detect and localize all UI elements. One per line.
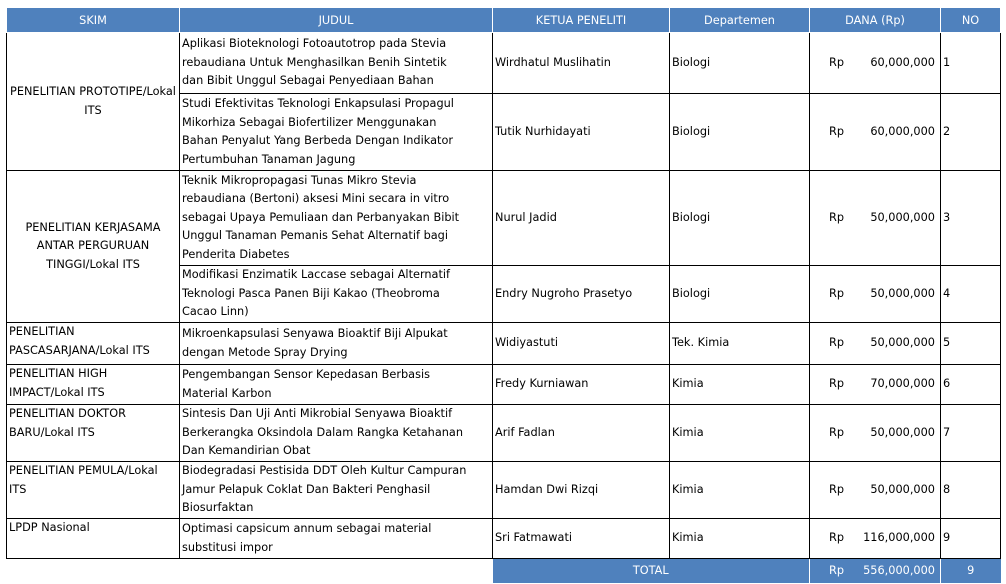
- rp-label: Rp: [829, 210, 845, 224]
- ketua-cell: Nurul Jadid: [493, 171, 670, 266]
- departemen-cell: Kimia: [670, 462, 810, 519]
- judul-cell: Biodegradasi Pestisida DDT Oleh Kultur Campuran Jamur Pelapuk Coklat Dan Bakteri Penghasil Biosurfaktan: [180, 462, 493, 519]
- total-dana-value: 556,000,000: [863, 564, 935, 577]
- ketua-cell: Tutik Nurhidayati: [493, 94, 670, 171]
- dana-cell: [810, 94, 941, 171]
- dana-cell: [810, 171, 941, 266]
- total-dana-cell: [810, 559, 941, 584]
- skim-cell: PENELITIAN HIGH IMPACT/Lokal ITS: [7, 365, 180, 405]
- rp-label: Rp: [829, 286, 845, 300]
- table-row: [7, 323, 1001, 365]
- skim-cell: LPDP Nasional: [7, 519, 180, 559]
- header-no: NO: [941, 8, 1001, 33]
- header-row: [7, 8, 1001, 33]
- ketua-cell: Hamdan Dwi Rizqi: [493, 462, 670, 519]
- header-judul: JUDUL: [180, 8, 493, 33]
- skim-cell: PENELITIAN PASCASARJANA/Lokal ITS: [7, 323, 180, 365]
- total-spacer: [180, 559, 493, 584]
- judul-cell: Teknik Mikropropagasi Tunas Mikro Stevia rebaudiana (Bertoni) aksesi Mini secara in vitro sebagai Upaya Pemuliaan dan Perbanyakan Bibit Unggul Tanaman Pemanis Sehat Alternatif bagi Penderita Diabetes: [180, 171, 493, 266]
- header-ketua-peneliti: KETUA PENELITI: [493, 8, 670, 33]
- dana-value: 70,000,000: [870, 377, 935, 391]
- judul-cell: Optimasi capsicum annum sebagai material substitusi impor: [180, 519, 493, 559]
- total-spacer: [7, 559, 180, 584]
- dana-value: 50,000,000: [870, 336, 935, 350]
- departemen-cell: Biologi: [670, 171, 810, 266]
- judul-cell: Sintesis Dan Uji Anti Mikrobial Senyawa Bioaktif Berkerangka Oksindola Dalam Rangka Ketahanan Dan Kemandirian Obat: [180, 405, 493, 462]
- table-row: [7, 462, 1001, 519]
- dana-cell: [810, 266, 941, 323]
- dana-cell: [810, 33, 941, 94]
- ketua-cell: Fredy Kurniawan: [493, 365, 670, 405]
- departemen-cell: Biologi: [670, 266, 810, 323]
- table-row: [7, 171, 1001, 266]
- dana-cell: [810, 405, 941, 462]
- header-skim: SKIM: [7, 8, 180, 33]
- ketua-cell: Sri Fatmawati: [493, 519, 670, 559]
- ketua-cell: Arif Fadlan: [493, 405, 670, 462]
- dana-value: 116,000,000: [863, 531, 935, 545]
- no-cell: 4: [941, 266, 1001, 323]
- rp-label: Rp: [829, 482, 845, 496]
- rp-label: Rp: [829, 124, 845, 138]
- total-label: TOTAL: [493, 559, 810, 584]
- no-cell: 9: [941, 519, 1001, 559]
- no-cell: 1: [941, 33, 1001, 94]
- departemen-cell: Biologi: [670, 94, 810, 171]
- skim-cell: PENELITIAN PROTOTIPE/Lokal ITS: [7, 33, 180, 171]
- header-departemen: Departemen: [670, 8, 810, 33]
- judul-cell: Modifikasi Enzimatik Laccase sebagai Alternatif Teknologi Pasca Panen Biji Kakao (Theobroma Cacao Linn): [180, 266, 493, 323]
- ketua-cell: Wirdhatul Muslihatin: [493, 33, 670, 94]
- dana-value: 50,000,000: [870, 210, 935, 224]
- skim-cell: PENELITIAN DOKTOR BARU/Lokal ITS: [7, 405, 180, 462]
- dana-cell: [810, 365, 941, 405]
- rp-label: Rp: [829, 377, 845, 391]
- total-no: 9: [941, 559, 1001, 584]
- no-cell: 8: [941, 462, 1001, 519]
- no-cell: 2: [941, 94, 1001, 171]
- no-cell: 3: [941, 171, 1001, 266]
- no-cell: 7: [941, 405, 1001, 462]
- departemen-cell: Kimia: [670, 519, 810, 559]
- dana-cell: [810, 519, 941, 559]
- table-row: [7, 33, 1001, 94]
- dana-value: 50,000,000: [870, 482, 935, 496]
- rp-label: Rp: [829, 55, 845, 69]
- departemen-cell: Kimia: [670, 365, 810, 405]
- total-rp-label: Rp: [829, 564, 845, 577]
- no-cell: 5: [941, 323, 1001, 365]
- skim-cell: PENELITIAN KERJASAMA ANTAR PERGURUAN TINGGI/Lokal ITS: [7, 171, 180, 323]
- research-funding-table: [6, 7, 1001, 583]
- no-cell: 6: [941, 365, 1001, 405]
- judul-cell: Mikroenkapsulasi Senyawa Bioaktif Biji Alpukat dengan Metode Spray Drying: [180, 323, 493, 365]
- table-row: [7, 365, 1001, 405]
- dana-value: 60,000,000: [870, 124, 935, 138]
- rp-label: Rp: [829, 531, 845, 545]
- rp-label: Rp: [829, 425, 845, 439]
- dana-value: 60,000,000: [870, 55, 935, 69]
- departemen-cell: Kimia: [670, 405, 810, 462]
- judul-cell: Studi Efektivitas Teknologi Enkapsulasi Propagul Mikorhiza Sebagai Biofertilizer Menggunakan Bahan Penyalut Yang Berbeda Dengan Indikator Pertumbuhan Tanaman Jagung: [180, 94, 493, 171]
- skim-cell: PENELITIAN PEMULA/Lokal ITS: [7, 462, 180, 519]
- table-row: [7, 519, 1001, 559]
- ketua-cell: Widiyastuti: [493, 323, 670, 365]
- header-dana: DANA (Rp): [810, 8, 941, 33]
- judul-cell: Pengembangan Sensor Kepedasan Berbasis Material Karbon: [180, 365, 493, 405]
- total-row: [7, 559, 1001, 584]
- rp-label: Rp: [829, 336, 845, 350]
- dana-cell: [810, 323, 941, 365]
- departemen-cell: Biologi: [670, 33, 810, 94]
- dana-value: 50,000,000: [870, 286, 935, 300]
- dana-cell: [810, 462, 941, 519]
- dana-value: 50,000,000: [870, 425, 935, 439]
- ketua-cell: Endry Nugroho Prasetyo: [493, 266, 670, 323]
- table-row: [7, 405, 1001, 462]
- departemen-cell: Tek. Kimia: [670, 323, 810, 365]
- judul-cell: Aplikasi Bioteknologi Fotoautotrop pada Stevia rebaudiana Untuk Menghasilkan Benih Sintetik dan Bibit Unggul Sebagai Penyediaan Bahan: [180, 33, 493, 94]
